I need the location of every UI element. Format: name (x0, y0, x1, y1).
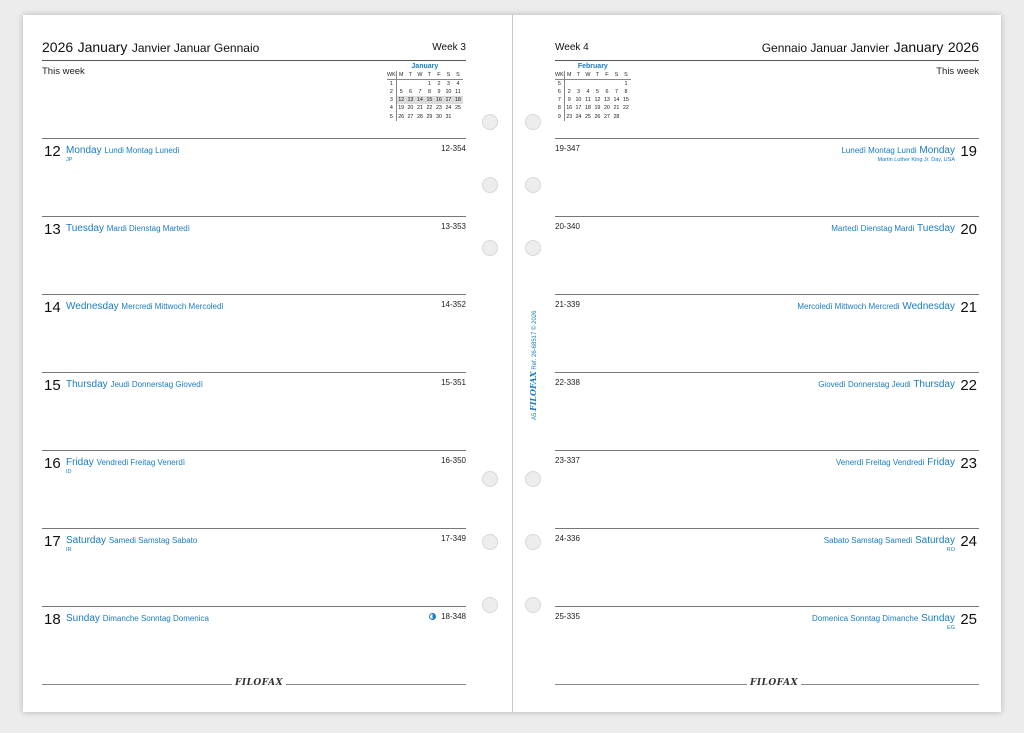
calendar-day-cell: 15 (622, 97, 629, 104)
day-number: 22 (960, 377, 977, 394)
day-count: 25-335 (555, 612, 580, 621)
day-name-en: Friday (927, 457, 955, 468)
day-number: 18 (44, 611, 61, 628)
day-rule (555, 216, 979, 217)
calendar-day-cell: 20 (407, 105, 414, 112)
day-count-text: 12-354 (441, 144, 466, 153)
mini-calendar-grid (555, 71, 631, 121)
day-count-text: 15-351 (441, 378, 466, 387)
day-row[interactable] (555, 450, 979, 528)
day-name (818, 379, 955, 390)
day-count (441, 222, 466, 231)
calendar-week-cell: 1 (387, 80, 396, 89)
day-name (812, 613, 955, 624)
spine-brand: FILOFAX (528, 371, 538, 411)
calendar-day-cell: 26 (594, 113, 601, 120)
calendar-day-cell: 23 (435, 105, 442, 112)
calendar-day-cell: 13 (407, 97, 414, 104)
calendar-day-cell: 16 (435, 97, 442, 104)
day-count: 19-347 (555, 144, 580, 153)
calendar-day-cell (593, 80, 603, 89)
calendar-day-cell: 14 (613, 97, 620, 104)
left-month-en: January (77, 39, 128, 55)
calendar-day-cell: 30 (435, 113, 442, 120)
day-name-en: Tuesday (917, 223, 955, 234)
left-week-number: Week 3 (432, 42, 466, 53)
calendar-day-cell (564, 80, 574, 89)
calendar-week-cell: 4 (387, 104, 396, 112)
day-name-en: Friday (66, 457, 94, 468)
calendar-day-cell (396, 80, 406, 89)
day-name-alt: Domenica Sonntag Dimanche (812, 614, 919, 623)
left-this-week-label: This week (42, 66, 85, 77)
day-number: 20 (960, 221, 977, 238)
day-count-text: 14-352 (441, 300, 466, 309)
binder-hole (482, 240, 498, 256)
day-row[interactable] (42, 606, 466, 684)
day-note: ID (66, 469, 72, 475)
calendar-day-cell: 29 (426, 113, 433, 120)
right-this-week-label: This week (936, 66, 979, 77)
day-name-alt: Lunedì Montag Lundi (841, 146, 917, 155)
mini-calendar-title: January (411, 63, 439, 70)
calendar-day-cell: 8 (427, 89, 431, 96)
day-name-alt: Samedi Samstag Sabato (108, 536, 198, 545)
mini-calendar-grid (387, 71, 463, 121)
left-month-other: Janvier Januar Gennaio (131, 41, 260, 55)
day-name-alt: Mercoledì Mittwoch Mercredi (797, 302, 900, 311)
calendar-day-cell: 25 (454, 105, 461, 112)
calendar-day-cell: 24 (575, 113, 582, 120)
day-name (824, 535, 955, 546)
calendar-day-cell: 21 (613, 105, 620, 112)
calendar-week-cell: 2 (387, 88, 396, 96)
calendar-day-cell: 12 (398, 97, 405, 104)
day-number: 14 (44, 299, 61, 316)
day-name-alt: Jeudi Donnerstag Giovedì (110, 380, 203, 389)
day-name-en: Thursday (913, 379, 955, 390)
mini-calendar-title: February (577, 63, 608, 70)
day-number: 23 (960, 455, 977, 472)
calendar-day-cell: 27 (603, 113, 610, 120)
day-name-en: Sunday (921, 613, 955, 624)
day-name-en: Monday (919, 145, 955, 156)
left-mini-calendar (387, 63, 463, 121)
moon-phase-icon (429, 613, 436, 620)
day-rule (555, 528, 979, 529)
calendar-day-cell: 27 (407, 113, 414, 120)
calendar-day-cell: 23 (566, 113, 573, 120)
day-name-alt: Mardi Dienstag Martedì (106, 224, 190, 233)
calendar-day-cell: 9 (567, 97, 571, 104)
calendar-day-cell: 16 (566, 105, 573, 112)
day-name-alt: Martedì Dienstag Mardi (831, 224, 915, 233)
center-fold (512, 15, 513, 712)
day-name-en: Tuesday (66, 223, 104, 234)
calendar-header-cell: T (574, 71, 584, 80)
day-name (66, 457, 185, 468)
binder-hole (482, 534, 498, 550)
day-row[interactable] (42, 216, 466, 294)
day-count (441, 456, 466, 465)
right-footer-logo: FILOFAX (747, 678, 801, 688)
calendar-day-cell: 22 (622, 105, 629, 112)
day-rule (555, 606, 979, 607)
day-name-alt: Giovedì Donnerstag Jeudi (818, 380, 911, 389)
calendar-day-cell: 17 (575, 105, 582, 112)
left-header-rule (42, 60, 466, 61)
day-name (841, 145, 955, 156)
calendar-header-cell: M (564, 71, 574, 80)
day-name (66, 145, 180, 156)
day-name (797, 301, 955, 312)
right-week-number: Week 4 (555, 42, 589, 53)
calendar-day-cell: 31 (445, 113, 452, 120)
day-row[interactable] (42, 450, 466, 528)
calendar-header-cell: F (434, 71, 444, 80)
spine-reference (528, 311, 538, 420)
day-count: 21-339 (555, 300, 580, 309)
binder-hole (525, 597, 541, 613)
calendar-day-cell: 19 (398, 105, 405, 112)
day-count (429, 612, 466, 621)
day-name-alt: Mercredi Mittwoch Mercoledì (121, 302, 224, 311)
day-name-en: Sunday (66, 613, 100, 624)
calendar-week-cell: 3 (387, 96, 396, 104)
day-name-en: Wednesday (902, 301, 955, 312)
binder-hole (525, 471, 541, 487)
day-rule (555, 450, 979, 451)
calendar-day-cell: 20 (603, 105, 610, 112)
calendar-day-cell: 11 (585, 97, 591, 104)
calendar-day-cell: 25 (584, 113, 591, 120)
calendar-week-cell: 8 (555, 104, 564, 112)
day-rule (42, 138, 466, 139)
calendar-day-cell: 4 (586, 89, 590, 96)
day-number: 17 (44, 533, 61, 550)
calendar-day-cell: 28 (613, 113, 620, 120)
day-rule (42, 294, 466, 295)
day-note: JP (66, 157, 73, 163)
calendar-day-cell: 10 (445, 89, 452, 96)
day-name-en: Wednesday (66, 301, 119, 312)
day-row[interactable] (555, 138, 979, 216)
day-name-alt: Venerdì Freitag Vendredi (835, 458, 925, 467)
day-name-alt: Sabato Samstag Samedi (823, 536, 913, 545)
right-month-en: January (893, 39, 944, 55)
calendar-day-cell: 26 (398, 113, 405, 120)
day-name-en: Saturday (914, 535, 955, 546)
calendar-header-cell: WK (387, 72, 396, 78)
day-number: 16 (44, 455, 61, 472)
calendar-week-cell: 9 (555, 113, 564, 121)
calendar-day-cell: 12 (594, 97, 601, 104)
binder-hole (525, 114, 541, 130)
calendar-day-cell: 3 (446, 81, 450, 87)
calendar-day-cell: 6 (605, 89, 609, 96)
day-name-alt: Dimanche Sonntag Domenica (102, 614, 209, 623)
day-rule (42, 216, 466, 217)
day-count-text: 13-353 (441, 222, 466, 231)
day-row[interactable] (42, 372, 466, 450)
day-name-alt: Lundi Montag Lunedì (104, 146, 180, 155)
day-note: IR (66, 547, 72, 553)
calendar-day-cell: 1 (427, 81, 431, 87)
binder-hole (482, 597, 498, 613)
binder-hole (482, 471, 498, 487)
calendar-header-cell: WK (555, 72, 564, 78)
calendar-day-cell: 22 (426, 105, 433, 112)
day-count: 23-337 (555, 456, 580, 465)
calendar-day-cell: 18 (454, 97, 461, 104)
calendar-day-cell: 3 (576, 89, 580, 96)
calendar-day-cell: 5 (595, 89, 599, 96)
calendar-header-cell: T (406, 71, 416, 80)
calendar-header-cell: S (612, 71, 622, 80)
calendar-day-cell (453, 113, 463, 121)
calendar-header-cell: S (444, 71, 454, 80)
binder-hole (482, 177, 498, 193)
calendar-header-cell: W (415, 71, 425, 80)
calendar-day-cell: 28 (416, 113, 423, 120)
calendar-day-cell (583, 80, 593, 89)
binder-hole (482, 114, 498, 130)
calendar-day-cell: 15 (426, 97, 433, 104)
day-count (441, 300, 466, 309)
calendar-day-cell: 21 (416, 105, 423, 112)
calendar-day-cell: 1 (624, 81, 628, 87)
left-page (42, 15, 466, 712)
calendar-day-cell (612, 80, 622, 89)
day-count-text: 16-350 (441, 456, 466, 465)
day-row[interactable] (555, 372, 979, 450)
calendar-day-cell: 11 (455, 89, 461, 96)
calendar-header-cell: M (396, 71, 406, 80)
right-year: 2026 (947, 39, 979, 55)
day-name (66, 301, 224, 312)
calendar-week-cell: 5 (387, 113, 396, 121)
day-number: 21 (960, 299, 977, 316)
left-year: 2026 (42, 39, 74, 55)
day-row[interactable] (555, 606, 979, 684)
calendar-day-cell: 17 (445, 97, 452, 104)
day-name (66, 535, 197, 546)
binder-hole (525, 240, 541, 256)
day-rule (42, 528, 466, 529)
calendar-day-cell: 8 (624, 89, 628, 96)
day-name (66, 613, 209, 624)
day-number: 13 (44, 221, 61, 238)
day-number: 19 (960, 143, 977, 160)
day-name-en: Thursday (66, 379, 108, 390)
calendar-day-cell: 10 (575, 97, 582, 104)
day-row[interactable] (555, 216, 979, 294)
day-count: 24-336 (555, 534, 580, 543)
day-rule (555, 294, 979, 295)
day-note: RO (946, 547, 955, 553)
day-note: Martin Luther King Jr. Day, USA (877, 157, 955, 163)
calendar-day-cell: 14 (416, 97, 423, 104)
day-count (441, 144, 466, 153)
day-row[interactable] (42, 528, 466, 606)
day-count-text: 17-349 (441, 534, 466, 543)
calendar-day-cell (406, 80, 416, 89)
day-row[interactable] (555, 528, 979, 606)
calendar-day-cell: 24 (445, 105, 452, 112)
right-month-other: Gennaio Januar Janvier (761, 41, 890, 55)
day-count (441, 534, 466, 543)
day-row[interactable] (42, 294, 466, 372)
day-rule (42, 372, 466, 373)
day-number: 24 (960, 533, 977, 550)
calendar-week-cell: 5 (555, 80, 564, 89)
day-number: 25 (960, 611, 977, 628)
calendar-day-cell: 7 (614, 89, 618, 96)
day-name-en: Monday (66, 145, 102, 156)
binder-hole (525, 177, 541, 193)
day-count-text: 18-348 (441, 612, 466, 621)
calendar-day-cell (602, 80, 612, 89)
calendar-header-cell: W (583, 71, 593, 80)
calendar-day-cell (621, 113, 631, 121)
right-header-rule (555, 60, 979, 61)
calendar-day-cell: 2 (437, 81, 441, 87)
day-rule (42, 450, 466, 451)
day-count: 22-338 (555, 378, 580, 387)
day-name-en: Saturday (66, 535, 107, 546)
day-number: 12 (44, 143, 61, 160)
right-page (555, 15, 979, 712)
day-rule (555, 372, 979, 373)
calendar-day-cell: 5 (399, 89, 403, 96)
calendar-day-cell: 13 (603, 97, 610, 104)
calendar-header-cell: F (602, 71, 612, 80)
day-row[interactable] (555, 294, 979, 372)
day-row[interactable] (42, 138, 466, 216)
day-rule (555, 138, 979, 139)
day-count (441, 378, 466, 387)
calendar-day-cell: 4 (456, 81, 460, 87)
day-count: 20-340 (555, 222, 580, 231)
spine-copyright: © 2026 (532, 310, 538, 330)
calendar-week-cell: 7 (555, 96, 564, 104)
day-name-alt: Vendredi Freitag Venerdì (96, 458, 186, 467)
calendar-day-cell: 2 (567, 89, 571, 96)
day-name (66, 223, 190, 234)
calendar-day-cell: 7 (418, 89, 422, 96)
day-rule (42, 606, 466, 607)
spine-ref: Ref. 26-68517 (532, 331, 538, 370)
calendar-day-cell: 6 (408, 89, 412, 96)
right-mini-calendar (555, 63, 631, 121)
binder-hole (525, 534, 541, 550)
spine-size: A5 (532, 412, 538, 420)
calendar-header-cell: S (453, 71, 463, 80)
calendar-day-cell: 9 (437, 89, 441, 96)
left-footer-logo: FILOFAX (232, 678, 286, 688)
calendar-day-cell: 18 (584, 105, 591, 112)
calendar-day-cell: 19 (594, 105, 601, 112)
calendar-header-cell: T (593, 71, 603, 80)
day-name (836, 457, 955, 468)
day-note: EG (947, 625, 955, 631)
calendar-day-cell (574, 80, 584, 89)
calendar-day-cell (415, 80, 425, 89)
day-name (66, 379, 203, 390)
calendar-header-cell: S (621, 71, 631, 80)
day-name (831, 223, 955, 234)
calendar-header-cell: T (425, 71, 435, 80)
day-number: 15 (44, 377, 61, 394)
calendar-week-cell: 6 (555, 88, 564, 96)
